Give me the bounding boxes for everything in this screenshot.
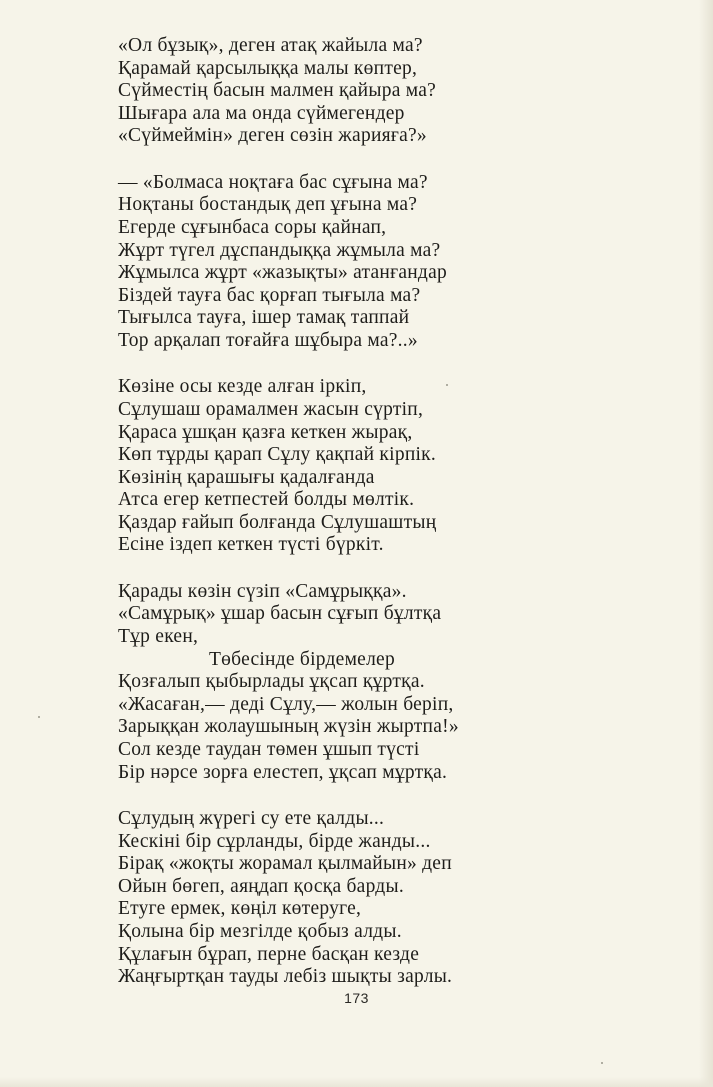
verse-line-indented: Төбесінде бірдемелер xyxy=(209,648,395,670)
verse-line: Тор арқалап тоғайға шұбыра ма?..» xyxy=(118,329,418,351)
verse-line: Бір нәрсе зорға елестеп, ұқсап мұртқа. xyxy=(118,761,448,783)
verse-line: Тығылса тауға, ішер тамақ таппай xyxy=(118,307,410,329)
verse-line: Бірақ «жоқты жорамал қылмайын» деп xyxy=(118,853,452,875)
verse-line: «Ол бұзық», деген атақ жайыла ма? xyxy=(118,35,423,56)
verse-line: Құлағын бұрап, перне басқан кезде xyxy=(118,943,420,965)
verse-line: Көп тұрды қарап Сұлу қақпай кірпік. xyxy=(118,444,437,466)
page-number: 173 xyxy=(344,990,369,1006)
verse-line: Зарыққан жолаушының жүзін жыртпа!» xyxy=(118,716,459,738)
verse-line: Жұрт түгел дұспандыққа жұмыла ма? xyxy=(118,239,441,261)
page-bottom-shadow xyxy=(0,1077,713,1087)
stanza-5 xyxy=(118,808,538,989)
poem-text xyxy=(118,35,538,1013)
verse-line: «Сүймеймін» деген сөзін жарияға?» xyxy=(118,125,427,147)
verse-line: Ноқтаны бостандық деп ұғына ма? xyxy=(118,194,418,216)
stanza-3 xyxy=(118,376,538,557)
verse-line: Қаздар ғайып болғанда Сұлушаштың xyxy=(118,511,437,533)
stanza-2 xyxy=(118,172,538,353)
verse-line: «Самұрық» ұшар басын сұғып бұлтқа xyxy=(118,603,442,625)
verse-line: Есіне іздеп кеткен түсті бүркіт. xyxy=(118,534,384,556)
verse-line: Шығара ала ма онда сүймегендер xyxy=(118,102,405,124)
dust-speck xyxy=(38,716,40,718)
verse-line: Қолына бір мезгілде қобыз алды. xyxy=(118,920,402,942)
verse-line: Етуге ермек, көңіл көтеруге, xyxy=(118,898,362,920)
verse-line: Қозғалып қыбырлады ұқсап құртқа. xyxy=(118,671,425,693)
verse-line: Біздей тауға бас қорғап тығыла ма? xyxy=(118,284,421,306)
verse-line: Қараса ұшқан қазға кеткен жырақ, xyxy=(118,421,413,443)
verse-line: Сол кезде таудан төмен ұшып түсті xyxy=(118,739,420,761)
verse-line: Көзіне осы кезде алған іркіп, xyxy=(118,376,367,398)
verse-line: Жаңғыртқан тауды лебіз шықты зарлы. xyxy=(118,966,453,988)
verse-line: Тұр екен, xyxy=(118,626,199,648)
verse-line: Сүйместің басын малмен қайыра ма? xyxy=(118,80,437,102)
verse-line: Көзінің қарашығы қадалғанда xyxy=(118,466,375,488)
verse-line: Қарамай қарсылыққа малы көптер, xyxy=(118,57,418,79)
verse-line: Кескіні бір сұрланды, бірде жанды... xyxy=(118,830,431,852)
stanza-1 xyxy=(118,35,538,148)
verse-line: Сұлушаш орамалмен жасын сүртіп, xyxy=(118,398,424,420)
verse-line: Атса егер кетпестей болды мөлтік. xyxy=(118,489,415,511)
verse-line: Жұмылса жұрт «жазықты» атанғандар xyxy=(118,262,448,284)
page-edge-shadow xyxy=(699,0,713,1087)
stanza-4 xyxy=(118,581,538,784)
verse-line: Ойын бөгеп, аяңдап қосқа барды. xyxy=(118,875,404,897)
verse-line: «Жасаған,— деді Сұлу,— жолын беріп, xyxy=(118,693,454,715)
verse-line: — «Болмаса ноқтаға бас сұғына ма? xyxy=(118,171,428,193)
verse-line: Қарады көзін сүзіп «Самұрыққа». xyxy=(118,580,407,602)
verse-line: Сұлудың жүрегі су ете қалды... xyxy=(118,808,385,829)
verse-line: Егерде сұғынбаса соры қайнап, xyxy=(118,216,387,238)
dust-speck xyxy=(601,1062,603,1064)
